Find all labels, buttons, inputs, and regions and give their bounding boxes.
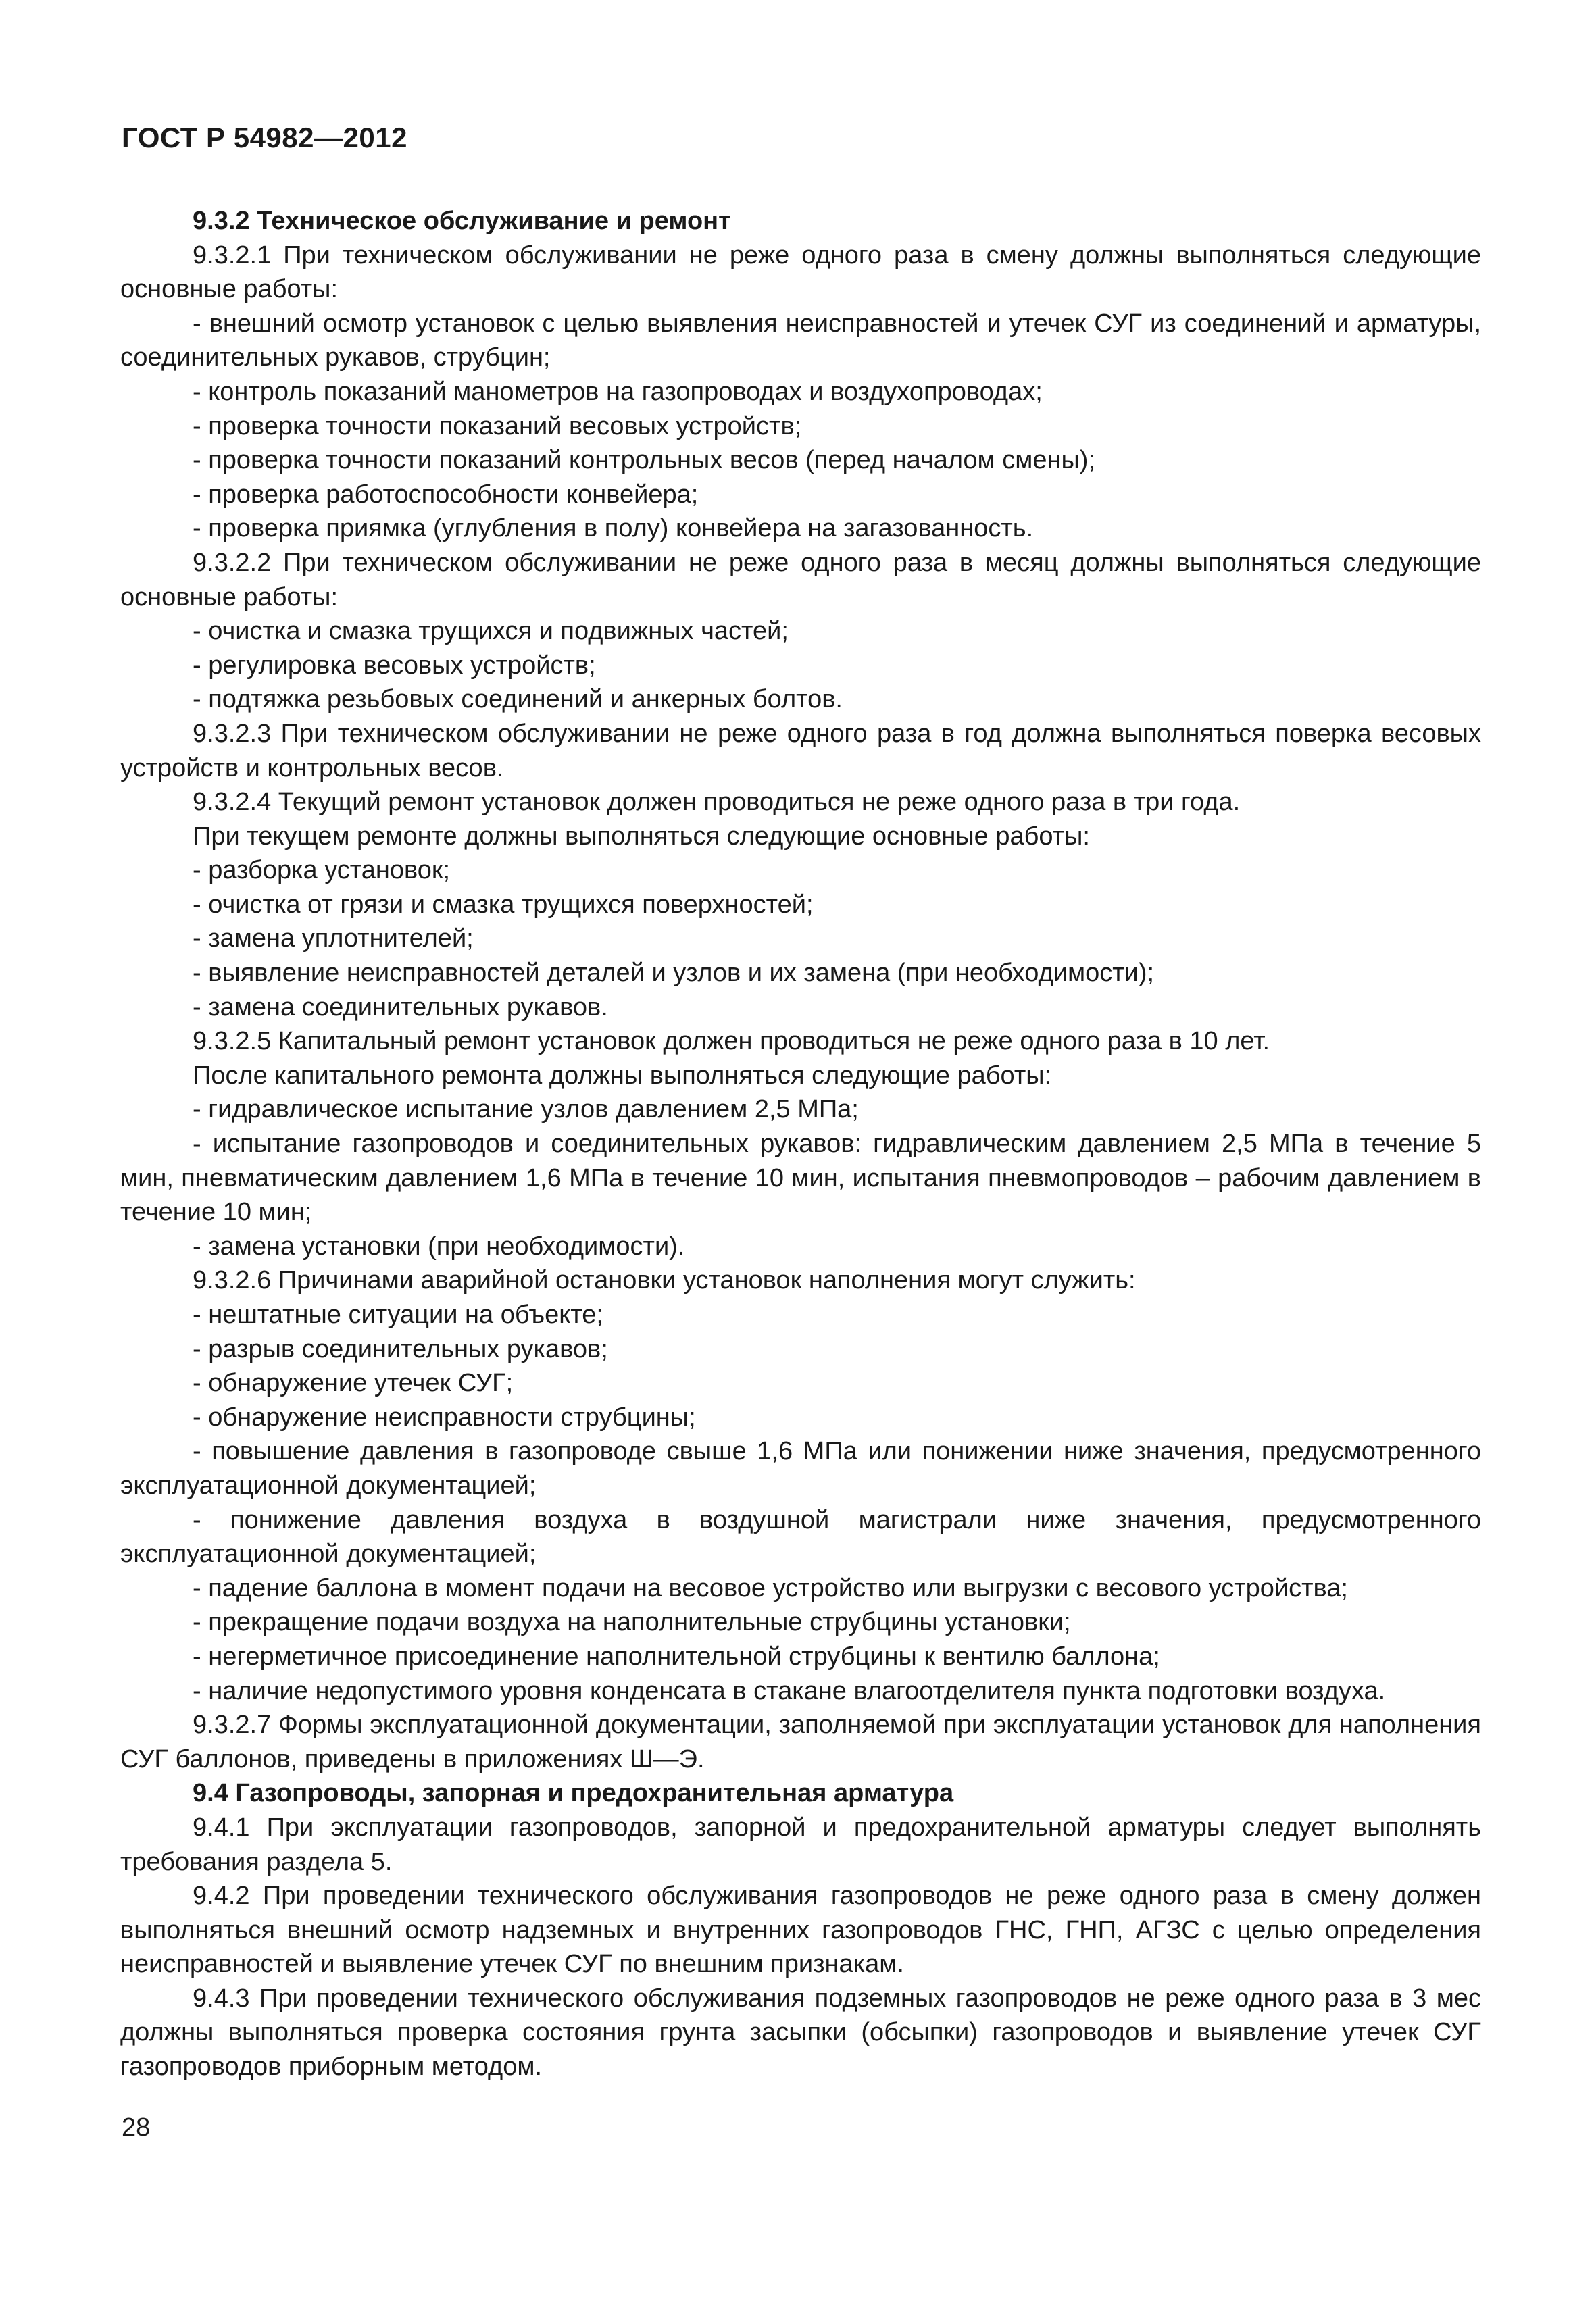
paragraph: - наличие недопустимого уровня конденсата в стакане влагоотделителя пункта подготовки воздуха.	[193, 1676, 1386, 1705]
page-number: 28	[122, 2113, 151, 2142]
paragraph: 9.3.2.7 Формы эксплуатационной документации, заполняемой при эксплуатации установок для наполнения СУГ баллонов, приведены в приложениях Ш—Э.	[120, 1711, 1481, 1774]
section-heading: 9.3.2 Техническое обслуживание и ремонт	[193, 207, 731, 235]
paragraph: 9.3.2.6 Причинами аварийной остановки установок наполнения могут служить:	[193, 1266, 1136, 1295]
paragraph: - повышение давления в газопроводе свыше 1,6 МПа или понижении ниже значения, предусмотренного эксплуатационной документацией;	[120, 1437, 1481, 1500]
paragraph: - прекращение подачи воздуха на наполнительные струбцины установки;	[193, 1608, 1071, 1637]
paragraph: - проверка работоспособности конвейера;	[193, 480, 699, 509]
paragraph: - негерметичное присоединение наполнительной струбцины к вентилю баллона;	[193, 1642, 1160, 1671]
paragraph: - испытание газопроводов и соединительных рукавов: гидравлическим давлением 2,5 МПа в течение 5 мин, пневматическим давлением 1,6 МПа в течение 10 мин, испытания пневмопроводов – рабочим давлением в течение 10 мин;	[120, 1130, 1481, 1227]
paragraph: - замена уплотнителей;	[193, 924, 474, 953]
paragraph: 9.3.2.2 При техническом обслуживании не реже одного раза в месяц должны выполняться следующие основные работы:	[120, 548, 1481, 611]
paragraph: - разборка установок;	[193, 856, 451, 885]
paragraph: - замена установки (при необходимости).	[193, 1232, 685, 1261]
document-body	[120, 204, 1481, 2084]
paragraph: - проверка точности показаний весовых устройств;	[193, 411, 802, 441]
paragraph: - подтяжка резьбовых соединений и анкерных болтов.	[193, 685, 843, 714]
paragraph: - внешний осмотр установок с целью выявления неисправностей и утечек СУГ из соединений и арматуры, соединительных рукавов, струбцин;	[120, 309, 1481, 372]
paragraph: - обнаружение неисправности струбцины;	[193, 1403, 696, 1432]
paragraph: - разрыв соединительных рукавов;	[193, 1334, 608, 1363]
paragraph: - регулировка весовых устройств;	[193, 651, 596, 680]
paragraph: - очистка и смазка трущихся и подвижных частей;	[193, 617, 789, 646]
paragraph: - контроль показаний манометров на газопроводах и воздухопроводах;	[193, 377, 1043, 406]
paragraph: 9.3.2.3 При техническом обслуживании не реже одного раза в год должна выполняться поверка весовых устройств и контрольных весов.	[120, 719, 1481, 782]
paragraph: - нештатные ситуации на объекте;	[193, 1301, 603, 1329]
paragraph: После капитального ремонта должны выполняться следующие работы:	[193, 1061, 1052, 1090]
paragraph: - проверка приямка (углубления в полу) конвейера на загазованность.	[193, 514, 1034, 543]
section-heading: 9.4 Газопроводы, запорная и предохранительная арматура	[193, 1779, 954, 1808]
paragraph: - обнаружение утечек СУГ;	[193, 1369, 514, 1398]
paragraph: При текущем ремонте должны выполняться следующие основные работы:	[193, 822, 1090, 851]
paragraph: - замена соединительных рукавов.	[193, 992, 608, 1022]
paragraph: 9.4.3 При проведении технического обслуживания подземных газопроводов не реже одного раза в 3 мес должны выполняться проверка состояния грунта засыпки (обсыпки) газопроводов и выявление утечек СУГ газопроводов приборным методом.	[120, 1984, 1481, 2082]
paragraph: - падение баллона в момент подачи на весовое устройство или выгрузки с весового устройства;	[193, 1574, 1348, 1603]
paragraph: 9.3.2.4 Текущий ремонт установок должен проводиться не реже одного раза в три года.	[193, 788, 1241, 817]
paragraph: 9.3.2.1 При техническом обслуживании не реже одного раза в смену должны выполняться следующие основные работы:	[120, 241, 1481, 304]
paragraph: - гидравлическое испытание узлов давлением 2,5 МПа;	[193, 1095, 859, 1124]
paragraph: 9.4.2 При проведении технического обслуживания газопроводов не реже одного раза в смену должен выполняться внешний осмотр надземных и внутренних газопроводов ГНС, ГНП, АГЗС с целью определения неисправностей и выявление утечек СУГ по внешним признакам.	[120, 1882, 1481, 1979]
paragraph: 9.4.1 При эксплуатации газопроводов, запорной и предохранительной арматуры следует выполнять требования раздела 5.	[120, 1813, 1481, 1876]
paragraph: - понижение давления воздуха в воздушной магистрали ниже значения, предусмотренного эксплуатационной документацией;	[120, 1505, 1481, 1569]
paragraph: - очистка от грязи и смазка трущихся поверхностей;	[193, 890, 814, 919]
document-code: ГОСТ Р 54982—2012	[122, 122, 407, 153]
paragraph: 9.3.2.5 Капитальный ремонт установок должен проводиться не реже одного раза в 10 лет.	[193, 1027, 1270, 1056]
paragraph: - выявление неисправностей деталей и узлов и их замена (при необходимости);	[193, 959, 1155, 988]
paragraph: - проверка точности показаний контрольных весов (перед началом смены);	[193, 446, 1096, 475]
